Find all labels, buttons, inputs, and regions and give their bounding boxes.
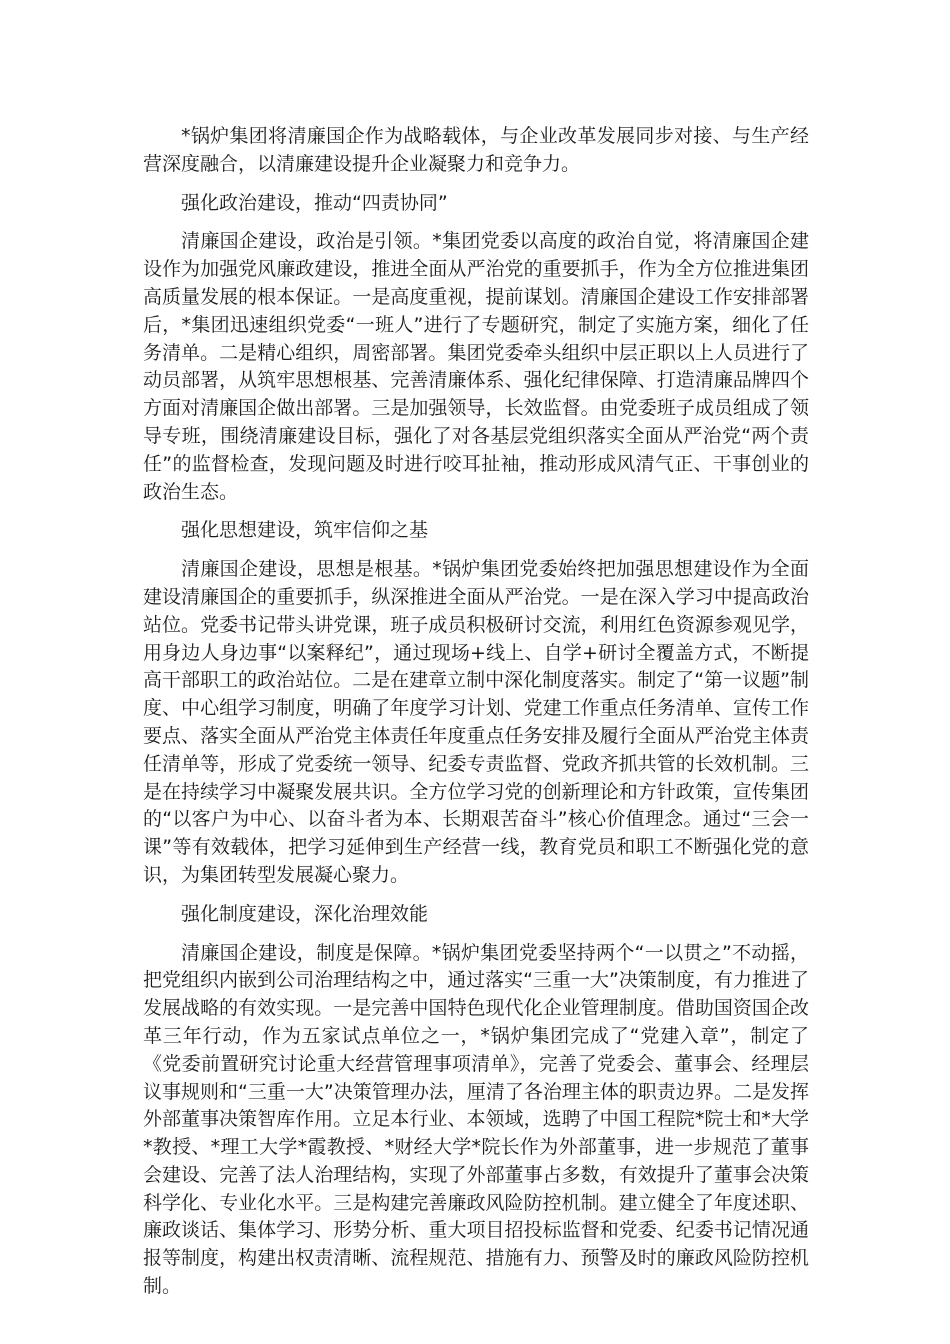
section-heading-institutional: 强化制度建设，深化治理效能 [181, 902, 429, 925]
section-body-institutional: 清廉国企建设，制度是保障。*锅炉集团党委坚持两个“一以贯之”不动摇，把党组织内嵌到公司治理结构之中，通过落实“三重一大”决策制度，有力推进了发展战略的有效实现。一是完善中国特色现代化企业管理制度。借助国资国企改革三年行动，作为五家试点单位之一，*锅炉集团完成了“党建入章”，制定了《党委前置研究讨论重大经营管理事项清单》，完善了党委会、董事会、经理层议事规则和“三重一大”决策管理办法，厘清了各治理主体的职责边界。二是发挥外部董事决策智库作用。立足本行业、本领域，选聘了中国工程院*院士和*大学*教授、*理工大学*霞教授、*财经大学*院长作为外部董事，进一步规范了董事会建设、完善了法人治理结构，实现了外部董事占多数，有效提升了董事会决策科学化、专业化水平。三是构建完善廉政风险防控机制。建立健全了年度述职、廉政谈话、集体学习、形势分析、重大项目招投标监督和党委、纪委书记情况通报等制度，构建出权责清晰、流程规范、措施有力、预警及时的廉政风险防控机制。 [143, 941, 809, 1298]
document-body [143, 123, 809, 1312]
intro-paragraph: *锅炉集团将清廉国企作为战略载体，与企业改革发展同步对接、与生产经营深度融合，以清廉建设提升企业凝聚力和竞争力。 [143, 125, 809, 175]
section-body-political: 清廉国企建设，政治是引领。*集团党委以高度的政治自觉，将清廉国企建设作为加强党风廉政建设，推进全面从严治党的重要抓手，作为全方位推进集团高质量发展的根本保证。一是高度重视，提前谋划。清廉国企建设工作安排部署后，*集团迅速组织党委“一班人”进行了专题研究，制定了实施方案，细化了任务清单。二是精心组织，周密部署。集团党委牵头组织中层正职以上人员进行了动员部署，从筑牢思想根基、完善清廉体系、强化纪律保障、打造清廉品牌四个方面对清廉国企做出部署。三是加强领导，长效监督。由党委班子成员组成了领导专班，围绕清廉建设目标，强化了对各基层党组织落实全面从严治党“两个责任”的监督检查，发现问题及时进行咬耳扯袖，推动形成风清气正、干事创业的政治生态。 [143, 230, 809, 503]
section-heading-political: 强化政治建设，推动“四责协同” [181, 191, 448, 214]
section-body-ideological: 清廉国企建设，思想是根基。*锅炉集团党委始终把加强思想建设作为全面建设清廉国企的重要抓手，纵深推进全面从严治党。一是在深入学习中提高政治站位。党委书记带头讲党课，班子成员积极研讨交流，利用红色资源参观见学，用身边人身边事“以案释纪”，通过现场+线上、自学+研讨全覆盖方式，不断提高干部职工的政治站位。二是在建章立制中深化制度落实。制定了“第一议题”制度、中心组学习制度，明确了年度学习计划、党建工作重点任务清单、宣传工作要点、落实全面从严治党主体责任年度重点任务安排及履行全面从严治党主体责任清单等，形成了党委统一领导、纪委专责监督、党政齐抓共管的长效机制。三是在持续学习中凝聚发展共识。全方位学习党的创新理论和方针政策，宣传集团的“以客户为中心、以奋斗者为本、长期艰苦奋斗”核心价值理念。通过“三会一课”等有效载体，把学习延伸到生产经营一线，教育党员和职工不断强化党的意识，为集团转型发展凝心聚力。 [143, 558, 809, 886]
section-heading-ideological: 强化思想建设，筑牢信仰之基 [181, 519, 429, 542]
